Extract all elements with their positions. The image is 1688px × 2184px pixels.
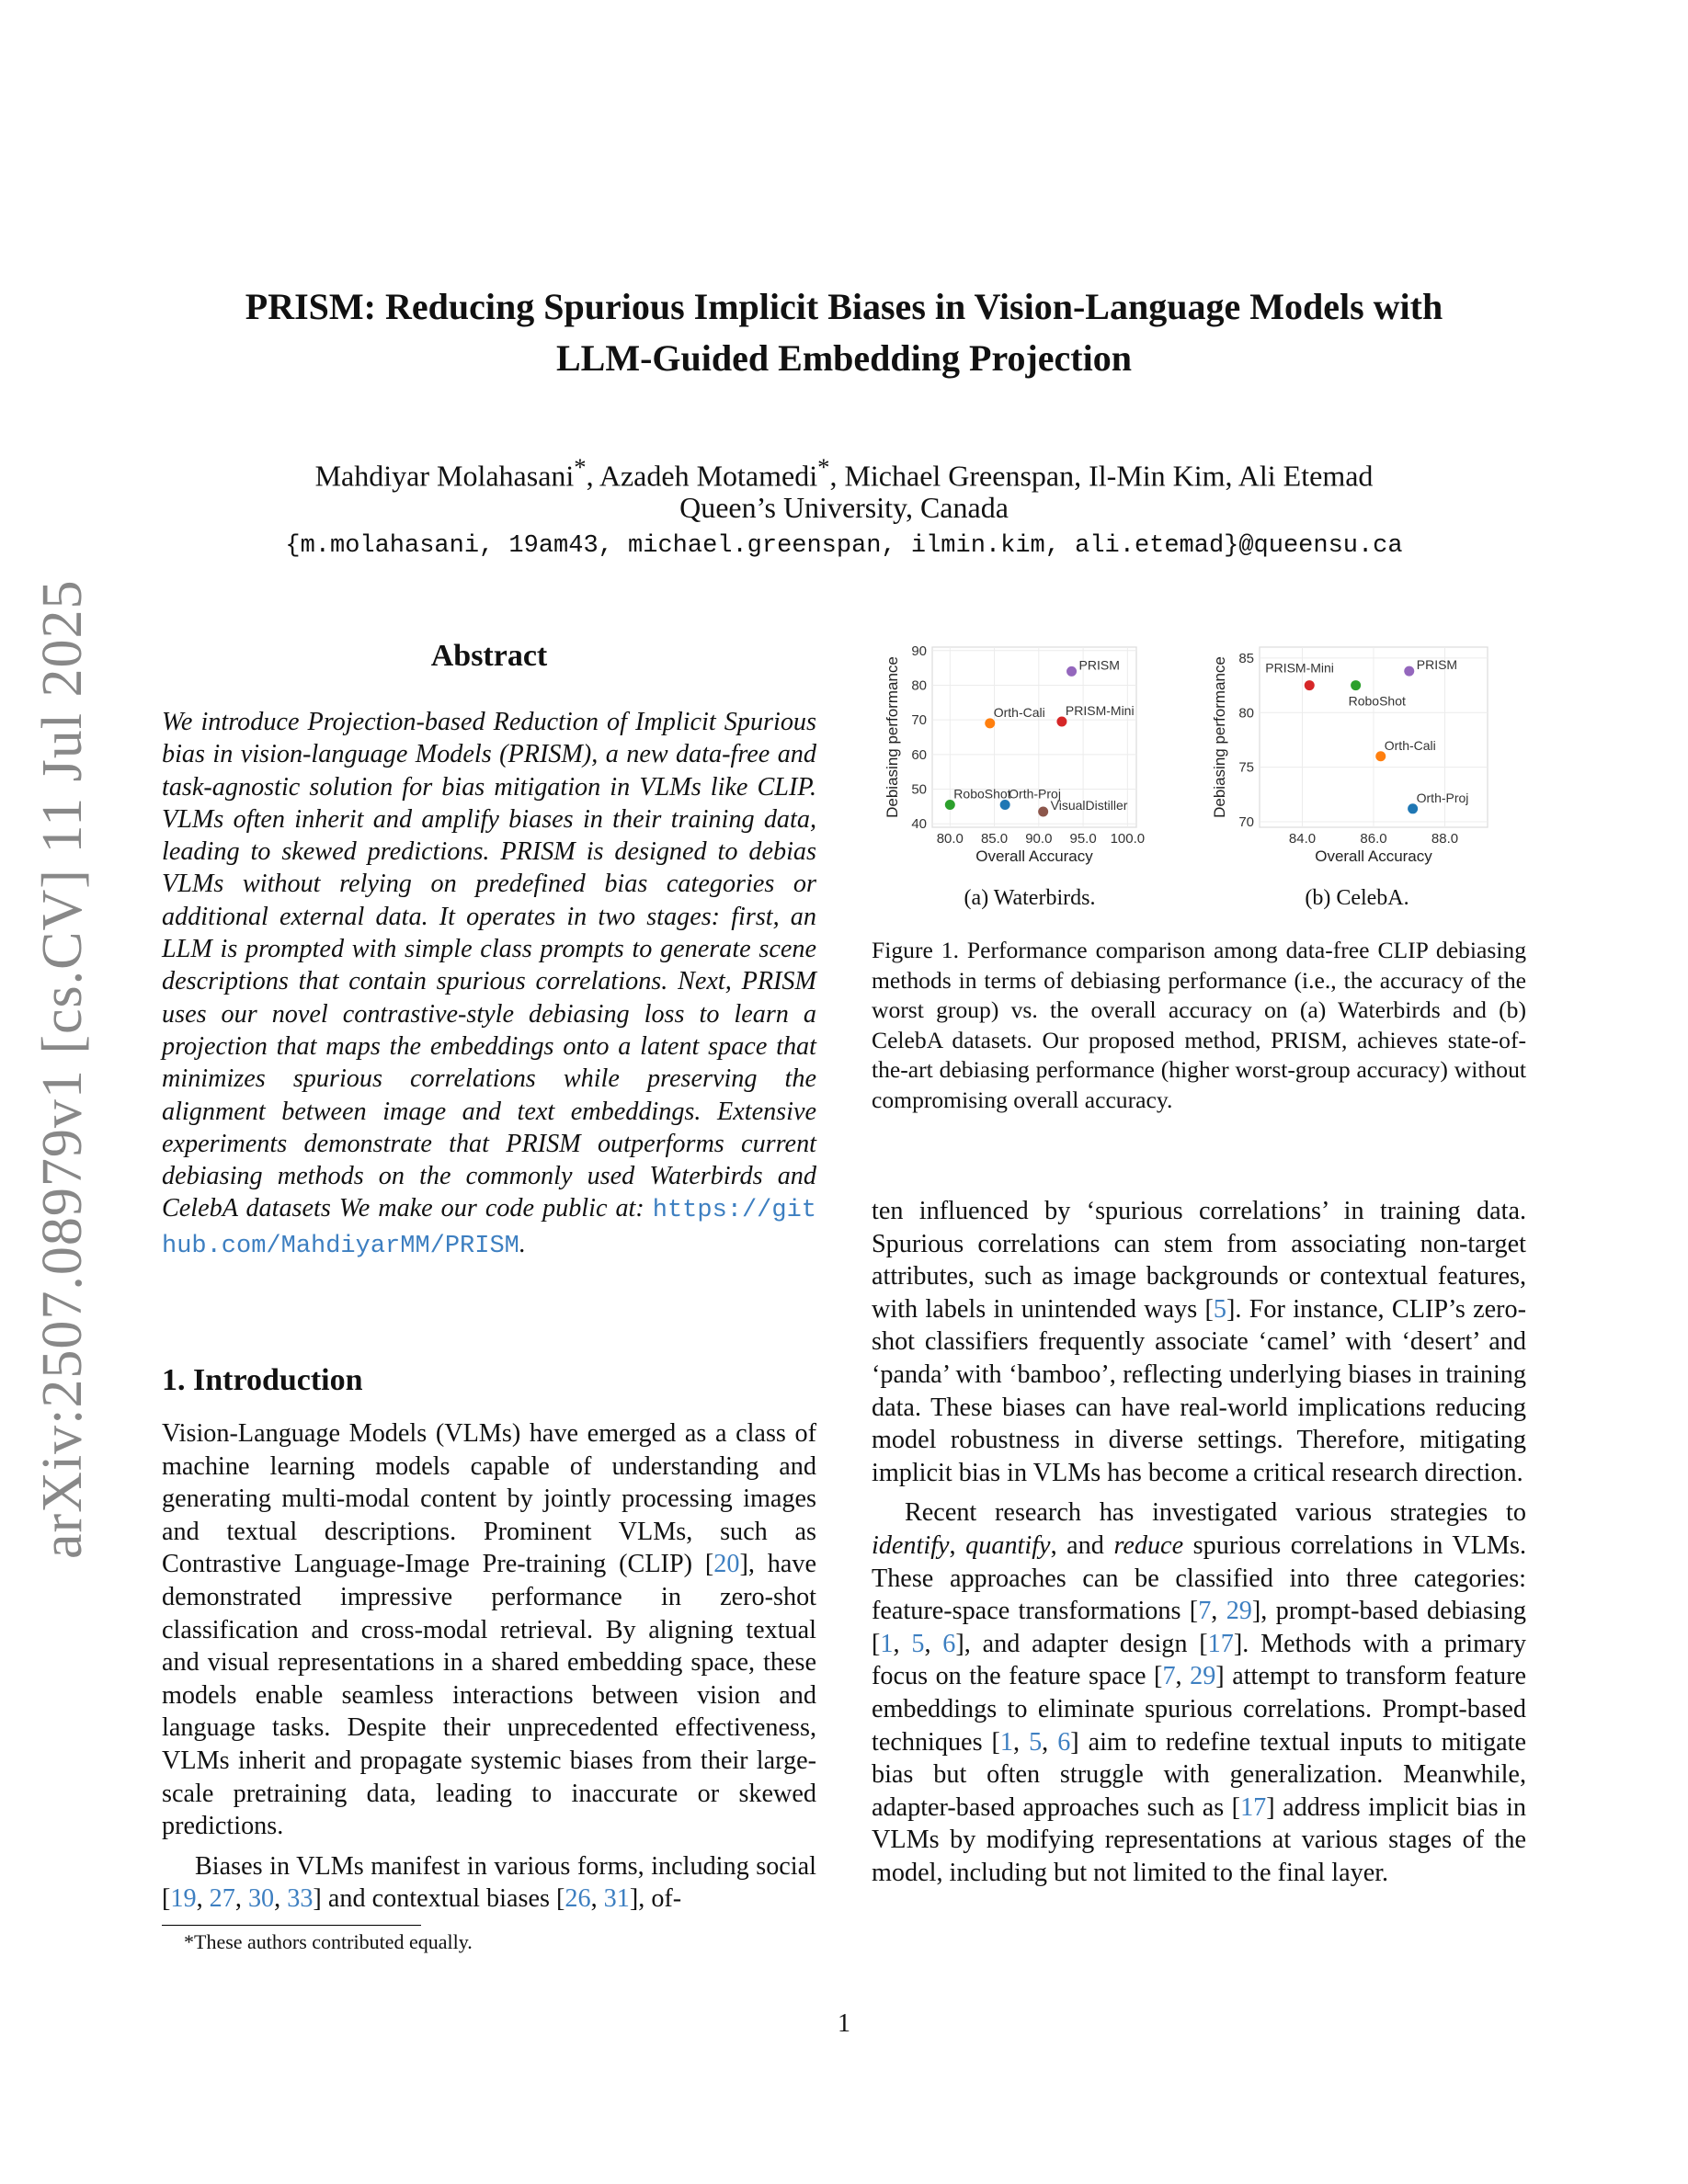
footnote-rule (162, 1925, 421, 1926)
figure-caption: Figure 1. Performance comparison among data-free CLIP debiasing methods in terms of debiasing performance (i.e., the accuracy of the worst group) vs. the overall accuracy on (a) Waterbirds and (b) CelebA datasets. Our proposed method, PRISM, achieves state-of-the-art debiasing performance (higher worst-group accuracy) without compromising overall accuracy. (872, 937, 1526, 1113)
waterbirds-point-prism (1066, 666, 1077, 677)
arxiv-identifier: arXiv:2507.08979v1 [cs.CV] 11 Jul 2025 (31, 579, 94, 1559)
waterbirds-point-label-roboshot: RoboShot (953, 786, 1011, 802)
author-emails: {m.molahasani, 19am43, michael.greenspan, ilmin.kim, ali.etemad}@queensu.ca (285, 532, 1403, 560)
celeba-y-tick-label: 70 (1238, 814, 1254, 831)
celeba-point-prism (1404, 666, 1414, 677)
waterbirds-y-tick-label: 40 (911, 816, 927, 833)
subcaption-b: (b) CelebA. (1305, 886, 1409, 910)
waterbirds-point-label-prism: PRISM (1078, 657, 1120, 673)
waterbirds-point-roboshot (945, 800, 955, 810)
introduction-left-column (162, 1417, 816, 1916)
celeba-point-label-orth-cali: Orth-Cali (1384, 737, 1436, 753)
celeba-x-tick-label: 86.0 (1360, 831, 1387, 847)
section-heading-introduction: 1. Introduction (162, 1363, 363, 1397)
footnote: *These authors contributed equally. (184, 1930, 473, 1953)
waterbirds-y-axis-label: Debiasing performance (884, 656, 901, 818)
waterbirds-point-label-visualdistiller: VisualDistiller (1050, 798, 1128, 813)
celeba-x-tick-label: 84.0 (1288, 831, 1317, 847)
abstract-heading: Abstract (430, 639, 548, 673)
chart-celeba (1211, 647, 1488, 865)
celeba-point-orth-cali (1375, 751, 1386, 761)
celeba-point-label-prism: PRISM (1416, 657, 1458, 673)
celeba-point-label-orth-proj: Orth-Proj (1416, 790, 1469, 805)
waterbirds-point-label-orth-proj: Orth-Proj (1009, 786, 1061, 802)
celeba-point-prism-mini (1305, 680, 1315, 690)
waterbirds-x-tick-label: 95.0 (1069, 831, 1097, 847)
celeba-y-tick-label: 75 (1238, 759, 1254, 776)
celeba-point-orth-proj (1408, 803, 1418, 813)
waterbirds-y-tick-label: 50 (911, 781, 927, 798)
celeba-y-axis-label: Debiasing performance (1211, 656, 1228, 818)
waterbirds-point-label-orth-cali: Orth-Cali (993, 704, 1045, 720)
celeba-point-roboshot (1351, 680, 1361, 690)
waterbirds-x-axis-label: Overall Accuracy (975, 847, 1093, 865)
waterbirds-point-orth-cali (985, 718, 995, 728)
celeba-point-label-prism-mini: PRISM-Mini (1265, 660, 1334, 676)
celeba-point-label-roboshot: RoboShot (1348, 693, 1406, 709)
author-list: Mahdiyar Molahasani*, Azadeh Motamedi*, Michael Greenspan, Il-Min Kim, Ali Etemad (314, 453, 1374, 493)
waterbirds-point-label-prism-mini: PRISM-Mini (1065, 703, 1135, 719)
abstract-body (162, 706, 816, 1263)
waterbirds-point-visualdistiller (1038, 807, 1048, 817)
chart-waterbirds (884, 643, 1145, 865)
waterbirds-y-tick-label: 90 (911, 643, 927, 659)
celeba-y-tick-label: 85 (1238, 650, 1254, 666)
subcaption-a: (a) Waterbirds. (964, 886, 1096, 910)
abstract-end: . (519, 1229, 526, 1258)
celeba-x-tick-label: 88.0 (1431, 831, 1459, 847)
intro-paragraph-4: Recent research has investigated various strategies to identify, quantify, and reduce spurious correlations in VLMs. These approaches can be classified into three categories: feature-space transformations [7, 29], prompt-based debiasing [1, 5, 6], and adapter design [17]. Methods with a primary focus on the feature space [7, 29] attempt to transform feature embeddings to eliminate spurious correlations. Prompt-based techniques [1, 5, 6] aim to redefine textual inputs to mitigate bias but often struggle with generalization. Meanwhile, adapter-based approaches such as [17] address implicit bias in VLMs by modifying representations at various stages of the model, including but not limited to the final layer. (872, 1498, 1527, 1887)
waterbirds-y-tick-label: 60 (911, 746, 927, 763)
waterbirds-y-tick-label: 70 (911, 712, 927, 729)
introduction-right-column (872, 1195, 1526, 1889)
celeba-x-axis-label: Overall Accuracy (1315, 847, 1432, 865)
waterbirds-x-tick-label: 85.0 (980, 831, 1009, 847)
title-line-1: PRISM: Reducing Spurious Implicit Biases in Vision-Language Models with (245, 286, 1443, 327)
waterbirds-y-tick-label: 80 (911, 677, 927, 694)
intro-paragraph-3: ten influenced by ‘spurious correlations’ in training data. Spurious correlations can stem from associating non-target attributes, such as image backgrounds or contextual features, with labels in unintended ways [5]. For instance, CLIP’s zero-shot classifiers frequently associate ‘camel’ with ‘desert’ and ‘panda’ with ‘bamboo’, reflecting underlying biases in training data. These biases can have real-world implications reducing model robustness in diverse settings. Therefore, mitigating implicit bias in VLMs has become a critical research direction. (872, 1197, 1526, 1487)
waterbirds-point-prism-mini (1056, 717, 1066, 727)
intro-paragraph-1: Vision-Language Models (VLMs) have emerged as a class of machine learning models capable of understanding and generating multi-modal content by jointly processing images and textual descriptions. Prominent VLMs, such as Contrastive Language-Image Pre-training (CLIP) [20], have demonstrated impressive performance in zero-shot classification and cross-modal retrieval. By aligning textual and visual representations in a shared embedding space, these models enable seamless interactions between vision and language tasks. Despite their unprecedented effectiveness, VLMs inherit and propagate systemic biases from their large-scale pretraining data, leading to inaccurate or skewed predictions. (162, 1419, 816, 1841)
paper-title (0, 281, 1688, 384)
waterbirds-point-orth-proj (1000, 800, 1010, 810)
page-number: 1 (838, 2009, 850, 2038)
waterbirds-x-tick-label: 80.0 (936, 831, 964, 847)
affiliation: Queen’s University, Canada (679, 491, 1009, 524)
intro-paragraph-2: Biases in VLMs manifest in various forms, including social [19, 27, 30, 33] and contextual biases [26, 31], of- (162, 1851, 816, 1914)
code-link[interactable]: https://github.com/MahdiyarMM/PRISM (162, 1197, 816, 1260)
title-line-2: LLM-Guided Embedding Projection (556, 337, 1132, 379)
waterbirds-x-tick-label: 100.0 (1110, 831, 1146, 847)
abstract-text: We introduce Projection-based Reduction of Implicit Spurious bias in vision-language Models (PRISM), a new data-free and task-agnostic solution for bias mitigation in VLMs like CLIP. VLMs often inherit and amplify biases in their training data, leading to skewed predictions. PRISM is designed to debias VLMs without relying on predefined bias categories or additional external data. It operates in two stages: first, an LLM is prompted with simple class prompts to generate scene descriptions that contain spurious correlations. Next, PRISM uses our novel contrastive-style debiasing loss to learn a projection that maps the embeddings onto a latent space that minimizes spurious correlations while preserving the alignment between image and text embeddings. Extensive experiments demonstrate that PRISM outperforms current debiasing methods on the commonly used Waterbirds and CelebA datasets We make our code public at: (162, 708, 816, 1223)
waterbirds-x-tick-label: 90.0 (1025, 831, 1053, 847)
celeba-y-tick-label: 80 (1238, 705, 1254, 722)
figure-1-charts (872, 634, 1526, 910)
